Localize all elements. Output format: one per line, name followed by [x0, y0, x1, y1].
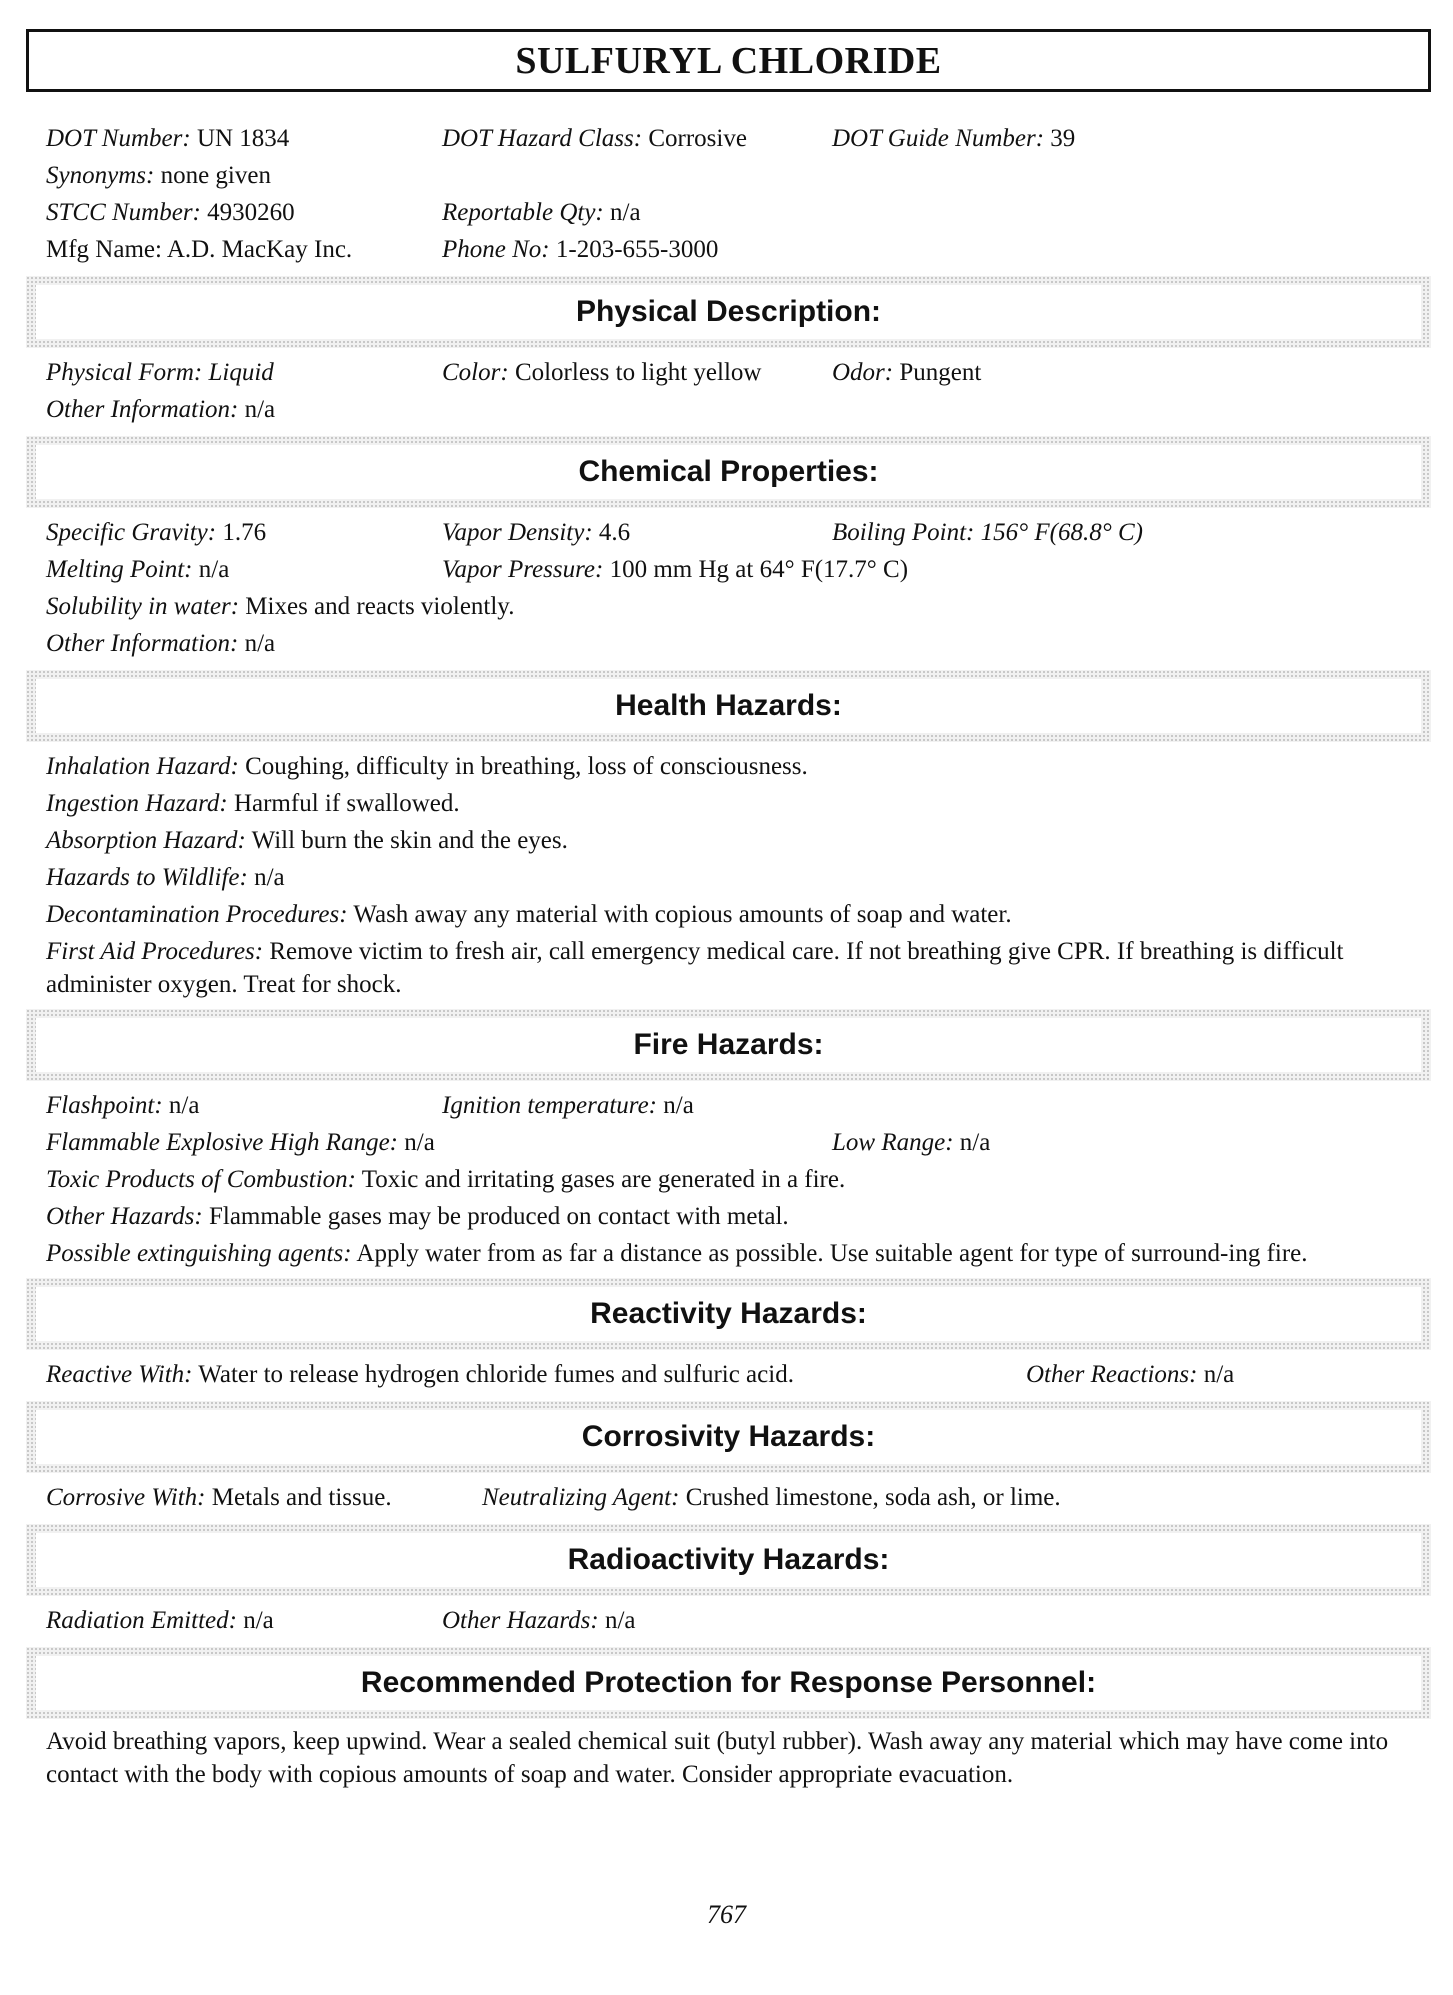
section-heading-chemical: Chemical Properties: [578, 455, 879, 488]
physical-row-2 [26, 391, 1431, 428]
section-heading-corrosivity: Corrosivity Hazards: [581, 1420, 876, 1453]
header-row-1 [26, 120, 1431, 157]
section-band-protection [26, 1647, 1431, 1719]
extinguishing-agents-field: Possible extinguishing agents: Apply water from as far a distance as possible. Use suitable agent for type of surround-ing fire. [46, 1240, 1308, 1267]
decontamination-field: Decontamination Procedures: Wash away any material with copious amounts of soap and water. [46, 901, 1012, 928]
vapor-density-field: Vapor Density: 4.6 [442, 519, 631, 546]
color-field: Color: Colorless to light yellow [442, 359, 762, 386]
inhalation-hazard-field: Inhalation Hazard: Coughing, difficulty in breathing, loss of consciousness. [46, 753, 808, 780]
other-reactions-field: Other Reactions: n/a [1026, 1361, 1235, 1388]
section-band-health [26, 670, 1431, 742]
odor-field: Odor: Pungent [832, 359, 982, 386]
absorption-hazard-field: Absorption Hazard: Will burn the skin and the eyes. [46, 827, 568, 854]
header-row-2 [26, 157, 1431, 194]
dot-number-field: DOT Number: UN 1834 [46, 125, 290, 152]
section-band-physical [26, 276, 1431, 348]
phone-no-field: Phone No: 1-203-655-3000 [442, 236, 719, 263]
page-number: 767 [707, 1900, 746, 1929]
section-band-fire [26, 1009, 1431, 1081]
header-row-4 [26, 231, 1431, 268]
section-band-radioactivity [26, 1524, 1431, 1596]
vapor-pressure-field: Vapor Pressure: 100 mm Hg at 64° F(17.7° C) [442, 556, 909, 583]
radioactivity-row [26, 1602, 1431, 1639]
high-range-field: Flammable Explosive High Range: n/a [46, 1129, 435, 1156]
reactive-with-field: Reactive With: Water to release hydrogen chloride fumes and sulfuric acid. [46, 1361, 794, 1388]
header-row-3 [26, 194, 1431, 231]
physical-row-1 [26, 354, 1431, 391]
mfg-name-field: Mfg Name: A.D. MacKay Inc. [46, 236, 353, 263]
reportable-qty-field: Reportable Qty: n/a [442, 199, 641, 226]
flashpoint-field: Flashpoint: n/a [46, 1092, 200, 1119]
title-box [26, 29, 1431, 92]
section-heading-physical: Physical Description: [575, 295, 882, 328]
wildlife-hazard-field: Hazards to Wildlife: n/a [46, 864, 285, 891]
boiling-point-field: Boiling Point: 156° F(68.8° C) [832, 519, 1143, 546]
section-heading-fire: Fire Hazards: [633, 1028, 824, 1061]
other-hazards-field: Other Hazards: Flammable gases may be produced on contact with metal. [46, 1203, 789, 1230]
first-aid-field: First Aid Procedures: Remove victim to fresh air, call emergency medical care. If not breathing give CPR. If breathing is difficult administer oxygen. Treat for shock. [46, 938, 1344, 998]
toxic-products-field: Toxic Products of Combustion: Toxic and irritating gases are generated in a fire. [46, 1166, 846, 1193]
reactivity-row [26, 1356, 1431, 1393]
chemical-row-2 [26, 551, 1431, 588]
chemical-other-field: Other Information: n/a [46, 630, 276, 657]
section-heading-protection: Recommended Protection for Response Personnel: [360, 1666, 1097, 1699]
ingestion-hazard-field: Ingestion Hazard: Harmful if swallowed. [46, 790, 460, 817]
section-heading-health: Health Hazards: [615, 689, 842, 722]
corrosive-with-field: Corrosive With: Metals and tissue. [46, 1484, 392, 1511]
fire-row-1 [26, 1087, 1431, 1124]
solubility-field: Solubility in water: Mixes and reacts violently. [46, 593, 515, 620]
fire-row-2 [26, 1124, 1431, 1161]
neutralizing-agent-field: Neutralizing Agent: Crushed limestone, soda ash, or lime. [482, 1484, 1061, 1511]
page-title: SULFURYL CHLORIDE [515, 39, 942, 82]
corrosivity-row [26, 1479, 1431, 1516]
section-heading-radioactivity: Radioactivity Hazards: [567, 1543, 890, 1576]
specific-gravity-field: Specific Gravity: 1.76 [46, 519, 267, 546]
section-band-chemical [26, 436, 1431, 508]
physical-form-field: Physical Form: Liquid [46, 359, 274, 386]
section-band-corrosivity [26, 1401, 1431, 1473]
datasheet-page [26, 29, 1431, 1791]
ignition-temperature-field: Ignition temperature: n/a [442, 1092, 694, 1119]
section-heading-reactivity: Reactivity Hazards: [590, 1297, 867, 1330]
radiation-emitted-field: Radiation Emitted: n/a [46, 1607, 274, 1634]
dot-hazard-class-field: DOT Hazard Class: Corrosive [442, 125, 747, 152]
section-band-reactivity [26, 1278, 1431, 1350]
radio-other-hazards-field: Other Hazards: n/a [442, 1607, 636, 1634]
physical-other-field: Other Information: n/a [46, 396, 276, 423]
protection-text: Avoid breathing vapors, keep upwind. Wear a sealed chemical suit (butyl rubber). Wash away any material which may have come into contact with the body with copious amounts of soap and water. Consider appropriate evacuation. [46, 1728, 1389, 1788]
stcc-number-field: STCC Number: 4930260 [46, 199, 295, 226]
synonyms-field: Synonyms: none given [46, 162, 271, 189]
chemical-row-1 [26, 514, 1431, 551]
dot-guide-number-field: DOT Guide Number: 39 [832, 125, 1076, 152]
low-range-field: Low Range: n/a [832, 1129, 991, 1156]
melting-point-field: Melting Point: n/a [46, 556, 230, 583]
